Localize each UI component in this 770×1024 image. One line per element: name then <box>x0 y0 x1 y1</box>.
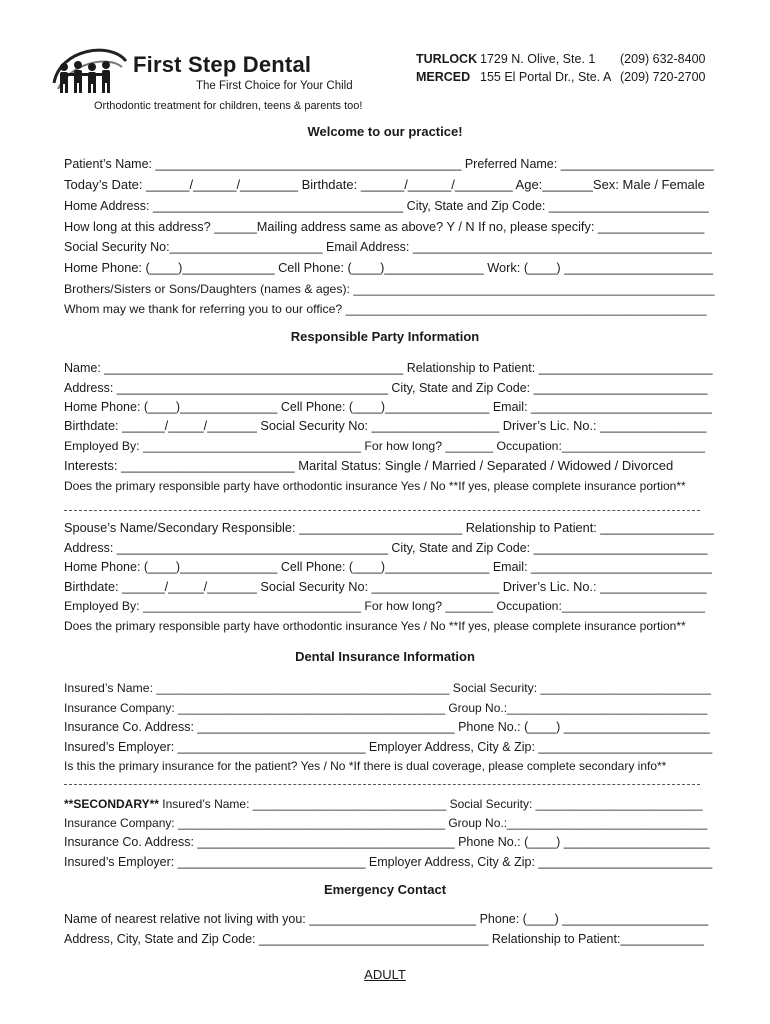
form-line[interactable]: Home Phone: (____)_____________ Cell Phone: (____)______________ Work: (____) _____________________ <box>64 260 714 275</box>
section-divider <box>64 784 700 785</box>
form-line[interactable]: Insurance Company: ________________________________________ Group No.:______________________________ <box>64 701 708 715</box>
form-line[interactable]: Name: ___________________________________________ Relationship to Patient: _________________________ <box>64 361 713 375</box>
dental-insurance-title: Dental Insurance Information <box>295 649 475 664</box>
location-street: 155 El Portal Dr., Ste. A <box>480 70 612 84</box>
insurance-question[interactable]: Does the primary responsible party have orthodontic insurance Yes / No **If yes, please complete insurance portion** <box>64 479 686 493</box>
form-line[interactable]: Address, City, State and Zip Code: _________________________________ Relationship to Patient:____________ <box>64 932 704 946</box>
form-line[interactable]: Address: _______________________________________ City, State and Zip Code: _________________________ <box>64 541 708 555</box>
form-line[interactable]: Spouse’s Name/Secondary Responsible: _______________________ Relationship to Patient: ________________ <box>64 520 714 535</box>
form-line[interactable]: Name of nearest relative not living with you: ________________________ Phone: (____) _____________________ <box>64 912 709 926</box>
form-header <box>0 0 770 120</box>
secondary-label: **SECONDARY** <box>64 797 159 811</box>
form-line[interactable]: Insurance Co. Address: _____________________________________ Phone No.: (____) _____________________ <box>64 720 710 734</box>
location-street: 1729 N. Olive, Ste. 1 <box>480 52 596 66</box>
form-line[interactable]: Insured’s Employer: ___________________________ Employer Address, City & Zip: _________________________ <box>64 740 713 754</box>
location-phone: (209) 632-8400 <box>620 52 706 66</box>
secondary-insured-name[interactable]: Insured’s Name: _____________________________ Social Security: _________________________ <box>158 797 703 811</box>
form-line[interactable]: Home Phone: (____)______________ Cell Phone: (____)_______________ Email: __________________________ <box>64 400 712 414</box>
welcome-title: Welcome to our practice! <box>307 124 463 139</box>
children-holding-hands-logo-icon <box>50 43 130 101</box>
form-line[interactable]: Birthdate: ______/_____/_______ Social Security No: __________________ Driver’s Lic. No.: _______________ <box>64 579 707 594</box>
primary-insurance-question[interactable]: Is this the primary insurance for the patient? Yes / No *If there is dual coverage, please complete secondary info** <box>64 759 667 773</box>
brand-name: First Step Dental <box>133 52 312 77</box>
emergency-contact-title: Emergency Contact <box>323 882 447 897</box>
location-city: TURLOCK <box>416 52 478 66</box>
form-line[interactable]: Birthdate: ______/_____/_______ Social Security No: __________________ Driver’s Lic. No.: _______________ <box>64 418 707 433</box>
form-line[interactable]: Employed By: ________________________________ For how long? _______ Occupation:_____________________ <box>64 599 705 613</box>
form-line[interactable]: Insured’s Employer: ___________________________ Employer Address, City & Zip: _________________________ <box>64 855 713 869</box>
form-line[interactable]: How long at this address? ______Mailing address same as above? Y / N If no, please specify: _______________ <box>64 219 705 234</box>
responsible-party-title: Responsible Party Information <box>290 329 480 344</box>
form-line[interactable]: Brothers/Sisters or Sons/Daughters (names & ages): _____________________________________________________ <box>64 282 715 296</box>
form-line[interactable]: Employed By: ________________________________ For how long? _______ Occupation:_____________________ <box>64 439 705 453</box>
form-line[interactable]: Insurance Co. Address: _____________________________________ Phone No.: (____) _____________________ <box>64 835 710 849</box>
form-line[interactable]: Home Phone: (____)______________ Cell Phone: (____)_______________ Email: __________________________ <box>64 560 712 574</box>
form-line[interactable]: Whom may we thank for referring you to our office? _____________________________________________________ <box>64 302 707 316</box>
brand-subtagline: Orthodontic treatment for children, teens & parents too! <box>94 100 363 112</box>
location-merced <box>416 70 705 84</box>
form-line-secondary[interactable] <box>64 796 714 812</box>
form-line[interactable]: Home Address: ____________________________________ City, State and Zip Code: _______________________ <box>64 199 709 213</box>
location-phone: (209) 720-2700 <box>620 70 706 84</box>
form-line[interactable]: Insured’s Name: ___________________________________________ Social Security: _________________________ <box>64 681 711 695</box>
form-line[interactable]: Today’s Date: ______/______/________ Birthdate: ______/______/________ Age:_______Sex: Male / Female <box>64 177 705 192</box>
section-divider <box>64 510 700 511</box>
brand-tagline: The First Choice for Your Child <box>196 80 353 92</box>
form-line[interactable]: Social Security No:______________________ Email Address: ___________________________________________ <box>64 240 712 254</box>
insurance-question[interactable]: Does the primary responsible party have orthodontic insurance Yes / No **If yes, please complete insurance portion** <box>64 619 686 633</box>
form-line[interactable]: Interests: ________________________ Marital Status: Single / Married / Separated / Widowed / Divorced <box>64 458 674 473</box>
form-type-label: ADULT <box>364 967 406 982</box>
form-line[interactable]: Insurance Company: ________________________________________ Group No.:______________________________ <box>64 816 708 830</box>
location-turlock <box>416 52 705 66</box>
form-line[interactable]: Address: _______________________________________ City, State and Zip Code: _________________________ <box>64 381 708 395</box>
form-line[interactable]: Patient’s Name: ____________________________________________ Preferred Name: ______________________ <box>64 157 714 171</box>
location-city: MERCED <box>416 70 471 84</box>
